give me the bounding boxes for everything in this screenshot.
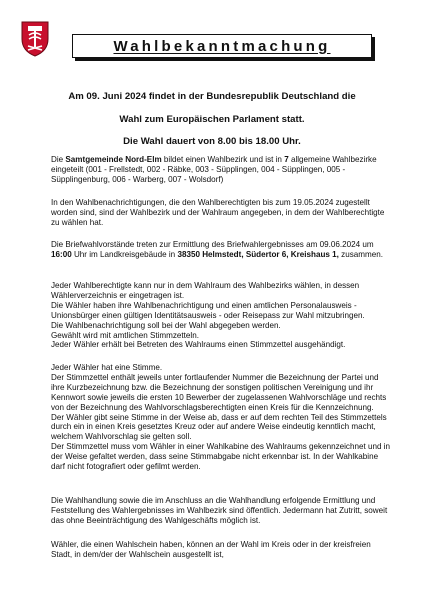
headline-line-2: Wahl zum Europäischen Parlament statt. [119, 114, 305, 125]
paragraph-briefwahl: Die Briefwahlvorstände treten zur Ermittlung des Briefwahlergebnisses am 09.06.2024 um 16:00 Uhr im Landkreisgebäude in 38350 Helmstedt, Südertor 6, Kreishaus 1, zusammen. [51, 240, 384, 259]
headline-line-1: Am 09. Juni 2024 findet in der Bundesrepublik Deutschland die [68, 91, 356, 102]
paragraph-wahlbenachrichtigung: In den Wahlbenachrichtigungen, die den Wahlberechtigten bis zum 19.05.2024 zugestellt worden sind, sind der Wahlbezirk und der Wahlraum angegeben, in dem der Wahlberechtigte zu wählen hat. [51, 198, 385, 227]
paragraph-oeffentlichkeit: Die Wahlhandlung sowie die im Anschluss an die Wahlhandlung erfolgende Ermittlung und Feststellung des Wahlergebnisses im Wahlbezirk sind öffentlich. Jedermann hat Zutritt, soweit das ohne Beeinträchtigung des Wahlgeschäfts möglich ist. [51, 496, 388, 525]
text-line: Der Stimmzettel muss vom Wähler in einer Wahlkabine des Wahlraums gekennzeichnet und in der Weise gefaltet werden, dass seine Stimmabgabe nicht erkennbar ist. In der Wahlkabine darf nicht fotografiert oder gefilmt werden. [51, 442, 391, 472]
paragraph-wahlbezirke: Die Samtgemeinde Nord-Elm bildet einen Wahlbezirk und ist in 7 allgemeine Wahlbezirke eingeteilt (001 - Frellstedt, 002 - Räbke, 003 - Süpplingen, 004 - Süpplingen, 005 -Süpplingenburg, 006 - Warberg, 007 - Wolsdorf) [51, 155, 377, 184]
text-line: Jeder Wähler hat eine Stimme. [51, 363, 163, 372]
headline-line-3: Die Wahl dauert von 8.00 bis 18.00 Uhr. [123, 136, 301, 147]
paragraph-wahlraum [51, 281, 391, 350]
text-line: Die Wahlbenachrichtigung soll bei der Wahl abgegeben werden. [51, 320, 281, 330]
page-title: Wahlbekanntmachung [72, 34, 372, 58]
text-line: Der Stimmzettel enthält jeweils unter fortlaufender Nummer die Bezeichnung der Partei und ihre Kurzbezeichnung bzw. die Bezeichnung der sonstigen politischen Vereinigung und ihr Kennwort sowie jeweils die ersten 10 Bewerber der zugelassenen Wahlvorschläge und rechts von der Bezeichnung des Wahlvorschlagsberechtigten einen Kreis für die Kennzeichnung. [51, 372, 387, 412]
text-line: Jeder Wähler erhält bei Betreten des Wahlraums einen Stimmzettel ausgehändigt. [51, 340, 346, 350]
text-line: Jeder Wahlberechtigte kann nur in dem Wahlraum des Wahlbezirks wählen, in dessen Wählerverzeichnis er eingetragen ist. [51, 281, 360, 300]
text-line: Die Wähler haben ihre Wahlbenachrichtigung und einen amtlichen Personalausweis - Unionsbürger einen gültigen Identitätsausweis - oder Reisepass zur Wahl mitzubringen. [51, 300, 365, 320]
text-line: Der Wähler gibt seine Stimme in der Weise ab, dass er auf dem rechten Teil des Stimmzettels durch ein in einen Kreis gesetztes Kreuz oder auf andere Weise eindeutig kenntlich macht, welchem Wahlvorschlag sie gelten soll. [51, 412, 387, 442]
text-line: Gewählt wird mit amtlichen Stimmzetteln. [51, 330, 199, 340]
coat-of-arms-icon [20, 19, 50, 57]
paragraph-stimmzettel [51, 363, 391, 472]
paragraph-wahlschein: Wähler, die einen Wahlschein haben, können an der Wahl im Kreis oder in der kreisfreien Stadt, in dem/der der Wahlschein ausgestellt ist, [51, 540, 371, 559]
